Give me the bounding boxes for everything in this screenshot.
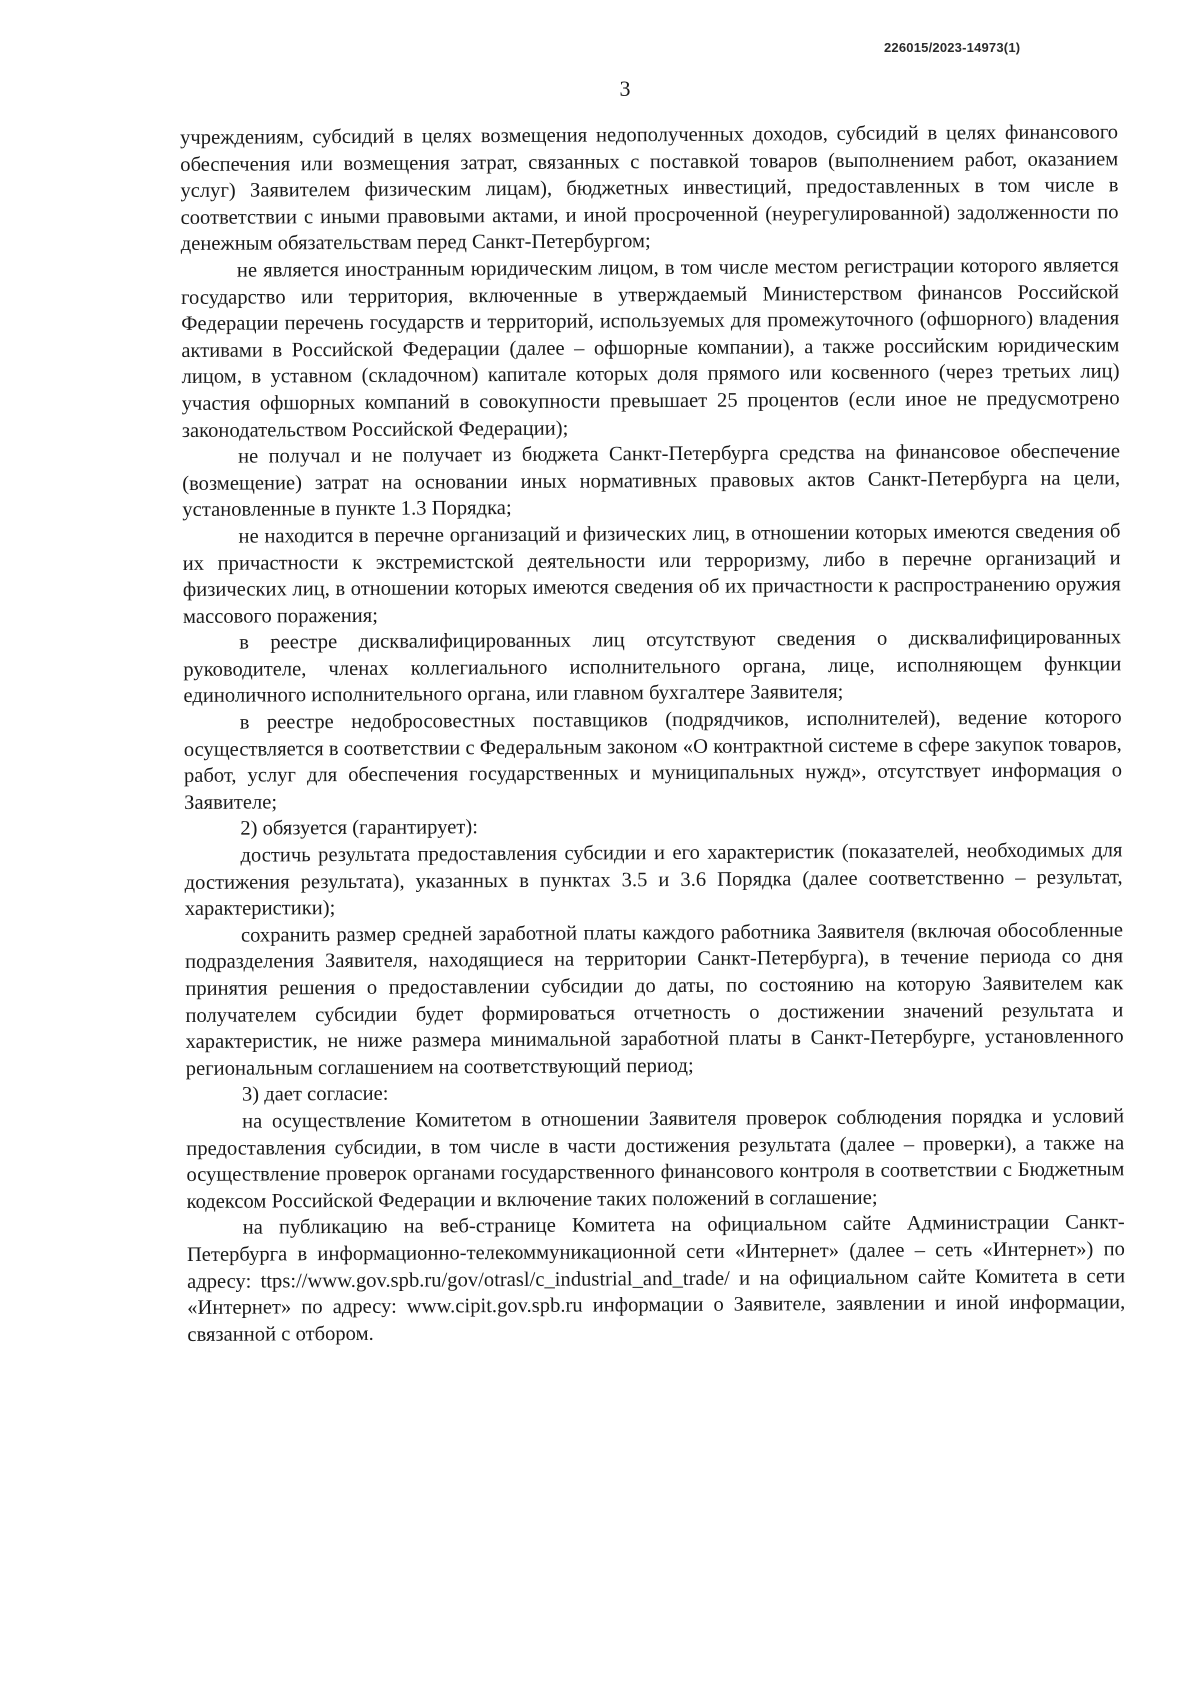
paragraph-budget-funds: не получал и не получает из бюджета Санкт-Петербурга средства на финансовое обеспечение (возмещение) затрат на основании иных нормативных правовых актов Санкт-Петербурга на цели, установленные в пункте 1.3 Порядка; [182,440,1121,522]
paragraph-inspections: на осуществление Комитетом в отношении Заявителя проверок соблюдения порядка и условий предоставления субсидии, в том числе в части достижения результата (далее – проверки), а также на осуществление проверок органами государственного финансового контроля в соответствии с Бюджетным кодексом Российской Федерации и включение таких положений в соглашение; [186,1105,1125,1213]
paragraph-achieve-result: достичь результата предоставления субсидии и его характеристик (показателей, необходимых для достижения результата), указанных в пунктах 3.5 и 3.6 Порядка (далее соответственно – результат, характеристики); [184,839,1123,921]
paragraph-publication: на публикацию на веб-странице Комитета на официальном сайте Администрации Санкт-Петербурга в информационно-телекоммуникационной сети «Интернет» (далее – сеть «Интернет») по адресу: ttps://www.gov.spb.ru/gov/otrasl/c_industrial_and_trade/ и на официальном сайте Комитета в сети «Интернет» по адресу: www.cipit.gov.spb.ru информации о Заявителе, заявлении и иной информации, связанной с отбором. [186,1211,1126,1346]
paragraph-extremism: не находится в перечне организаций и физических лиц, в отношении которых имеются сведения об их причастности к экстремистской деятельности или терроризму, либо в перечне организаций и физических лиц, в отношении которых имеются сведения об их причастности к распространению оружия массового поражения; [182,520,1121,628]
paragraph-consent-heading: 3) дает согласие: [241,1083,389,1107]
paragraph-obligation-heading: 2) обязуется (гарантирует): [240,816,478,841]
paragraph-disqualified-registry: в реестре дисквалифицированных лиц отсутствуют сведения о дисквалифицированных руководителе, членах коллегиального исполнительного органа, лице, исполняющем функции единоличного исполнительного органа, или главном бухгалтере Заявителя; [183,626,1122,708]
document-registration-number: 226015/2023-14973(1) [884,40,1021,55]
paragraph-salary: сохранить размер средней заработной платы каждого работника Заявителя (включая обособленные подразделения Заявителя, находящиеся на территории Санкт-Петербурга), в течение периода со дня принятия решения о предоставлении субсидии до даты, по состоянию на которую Заявителем как получателем субсидии будет формироваться отчетность о достижении значений результата и характеристик, не ниже размера минимальной заработной платы в Санкт-Петербурге, установленного региональным соглашением на соответствующий период; [185,919,1124,1080]
page-number: 3 [619,76,631,101]
document-body [180,119,1125,1348]
paragraph-offshore: не является иностранным юридическим лицом, в том числе местом регистрации которого является государство или территория, включенные в утверждаемый Министерством финансов Российской Федерации перечень государств и территорий, используемых для промежуточного (офшорного) владения активами в Российской Федерации (далее – офшорные компании), а также российским юридическим лицом, в уставном (складочном) капитале которых доля прямого или косвенного (через третьих лиц) участия офшорных компаний в совокупности превышает 25 процентов (если иное не предусмотрено законодательством Российской Федерации); [180,254,1120,442]
paragraph-continuation: учреждениям, субсидий в целях возмещения недополученных доходов, субсидий в целях финансового обеспечения или возмещения затрат, связанных с поставкой товаров (выполнением работ, оказанием услуг) Заявителем физическим лицам), бюджетных инвестиций, предоставленных в том числе в соответствии с иными правовыми актами, и иной просроченной (неурегулированной) задолженности по денежным обязательствам перед Санкт-Петербургом; [180,121,1119,256]
paragraph-unscrupulous-suppliers: в реестре недобросовестных поставщиков (подрядчиков, исполнителей), ведение которого осуществляется в соответствии с Федеральным законом «О контрактной системе в сфере закупок товаров, работ, услуг для обеспечения государственных и муниципальных нужд», отсутствует информация о Заявителе; [183,706,1123,814]
